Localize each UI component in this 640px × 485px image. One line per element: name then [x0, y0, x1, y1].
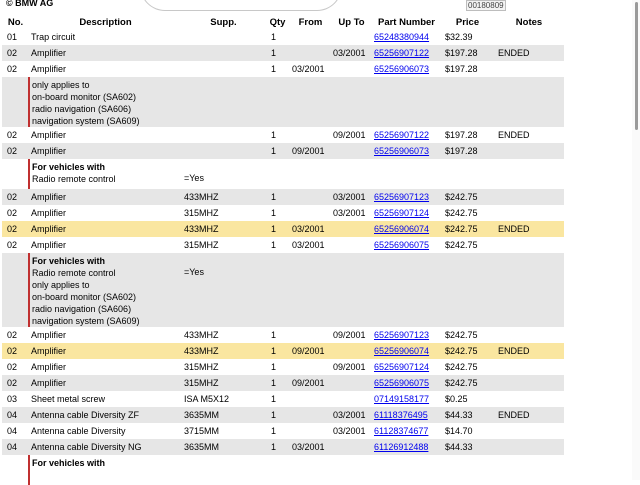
col-header-qty: Qty	[269, 17, 286, 28]
footnote-line: radio navigation (SA606)	[32, 304, 132, 314]
blank-cell	[265, 77, 564, 127]
part-number-link[interactable]: 65256907122	[374, 130, 430, 140]
item-number-cell: 02	[7, 130, 18, 140]
footnote-title: For vehicles with	[32, 256, 106, 266]
supplement-cell	[182, 127, 265, 143]
part-number-link[interactable]: 65248380944	[374, 32, 430, 42]
quantity-cell: 1	[271, 64, 277, 74]
footnote-line: on-board monitor (SA602)	[32, 292, 137, 302]
notes-cell	[494, 189, 564, 205]
part-number-cell	[372, 61, 441, 77]
notes-cell: ENDED	[494, 343, 564, 359]
part-number-cell	[372, 143, 441, 159]
footnote-row	[2, 159, 564, 189]
footnote-line: radio navigation (SA606)	[32, 104, 132, 114]
notes-cell	[494, 143, 564, 159]
col-header-supp: Supp.	[210, 17, 237, 28]
quantity-cell: 1	[271, 208, 277, 218]
up-to-date-cell: 09/2001	[333, 330, 366, 340]
notes-cell	[494, 391, 564, 407]
price-cell: $197.28	[445, 130, 478, 140]
table-row[interactable]	[2, 45, 564, 61]
quantity-cell: 1	[271, 426, 277, 436]
up-to-date-cell: 03/2001	[331, 407, 372, 423]
blank-cell	[2, 455, 29, 485]
scrollbar-thumb[interactable]	[635, 2, 638, 130]
up-to-date-cell: 03/2001	[331, 45, 372, 61]
item-number-cell: 02	[7, 64, 18, 74]
price-cell: $32.39	[445, 32, 473, 42]
supplement-cell: 3715MM	[184, 426, 220, 436]
quantity-cell: 1	[265, 45, 290, 61]
parts-table	[2, 16, 564, 485]
notes-cell	[494, 327, 564, 343]
item-number-cell: 04	[7, 426, 18, 436]
description-cell: Antenna cable Diversity NG	[29, 439, 182, 455]
quantity-cell: 1	[265, 343, 290, 359]
price-cell: $242.75	[441, 343, 494, 359]
part-number-link[interactable]: 61118376495	[374, 410, 428, 420]
item-number-cell: 02	[7, 240, 18, 250]
item-number-cell: 02	[2, 375, 29, 391]
footnote-line: Radio remote control	[32, 268, 116, 278]
footnote-text	[29, 253, 182, 327]
price-cell: $242.75	[441, 189, 494, 205]
from-date-cell: 09/2001	[290, 343, 331, 359]
part-number-cell	[372, 221, 441, 237]
part-number-link[interactable]: 61126912488	[374, 442, 429, 452]
quantity-cell: 1	[271, 130, 277, 140]
from-date-cell	[290, 423, 331, 439]
part-number-cell	[372, 205, 441, 221]
price-cell: $197.28	[441, 45, 494, 61]
up-to-date-cell	[331, 221, 372, 237]
part-number-link[interactable]: 65256906075	[374, 378, 430, 388]
supplement-cell: 433MHZ	[182, 189, 265, 205]
notes-cell	[494, 359, 564, 375]
item-number-cell: 02	[7, 330, 18, 340]
notes-cell	[494, 375, 564, 391]
supplement-cell	[182, 29, 265, 45]
part-number-cell	[372, 45, 441, 61]
notes-cell: ENDED	[498, 130, 530, 140]
item-number-cell: 02	[2, 45, 29, 61]
part-number-cell	[372, 439, 441, 455]
col-header-price: Price	[455, 17, 480, 28]
supplement-cell	[182, 61, 265, 77]
supplement-cell: 433MHZ	[182, 343, 265, 359]
notes-cell	[494, 439, 564, 455]
supplement-cell: 3635MM	[182, 407, 265, 423]
col-header-part-number: Part Number	[377, 17, 435, 28]
table-row[interactable]	[2, 237, 564, 253]
table-row[interactable]	[2, 343, 564, 359]
part-number-cell	[372, 375, 441, 391]
blank-cell	[265, 159, 564, 189]
price-cell: $242.75	[445, 362, 478, 372]
table-row[interactable]	[2, 61, 564, 77]
up-to-date-cell: 09/2001	[333, 362, 366, 372]
price-cell: $242.75	[445, 240, 478, 250]
table-row[interactable]	[2, 221, 564, 237]
supplement-cell: 315MHZ	[184, 208, 219, 218]
blank-cell	[265, 455, 564, 485]
up-to-date-cell	[331, 343, 372, 359]
quantity-cell: 1	[265, 189, 290, 205]
part-number-link[interactable]: 61128374677	[374, 426, 429, 436]
page-header	[0, 0, 632, 12]
from-date-cell: 03/2001	[290, 221, 331, 237]
price-cell: $197.28	[441, 143, 494, 159]
from-date-cell: 03/2001	[292, 240, 325, 250]
footnote-line: on-board monitor (SA602)	[32, 92, 137, 102]
up-to-date-cell: 03/2001	[331, 189, 372, 205]
item-number-cell: 02	[2, 343, 29, 359]
footnote-condition	[182, 455, 265, 485]
up-to-date-cell: 03/2001	[333, 208, 366, 218]
footnote-text	[29, 77, 182, 127]
description-cell: Antenna cable Diversity	[31, 426, 126, 436]
quantity-cell: 1	[271, 32, 277, 42]
quantity-cell: 1	[271, 394, 277, 404]
footnote-line: navigation system (SA609)	[32, 316, 140, 326]
from-date-cell: 03/2001	[292, 64, 325, 74]
supplement-cell: 315MHZ	[184, 240, 219, 250]
from-date-cell: 03/2001	[290, 439, 331, 455]
item-number-cell: 04	[2, 439, 29, 455]
part-number-link[interactable]: 65256906074	[374, 346, 430, 356]
table-row[interactable]	[2, 143, 564, 159]
supplement-cell: 3635MM	[182, 439, 265, 455]
description-cell: Amplifier	[31, 64, 67, 74]
price-cell: $44.33	[441, 439, 494, 455]
item-number-cell: 02	[2, 221, 29, 237]
up-to-date-cell	[331, 143, 372, 159]
from-date-cell	[290, 189, 331, 205]
supplement-cell: ISA M5X12	[184, 394, 230, 404]
col-header-no: No.	[7, 17, 24, 28]
diagram-number: 00180809	[468, 1, 504, 10]
description-cell: Sheet metal screw	[31, 394, 106, 404]
description-cell: Amplifier	[31, 130, 67, 140]
vertical-scrollbar[interactable]	[632, 0, 640, 480]
up-to-date-cell	[331, 29, 372, 45]
up-to-date-cell	[331, 61, 372, 77]
from-date-cell	[290, 205, 331, 221]
table-row[interactable]	[2, 391, 564, 407]
supplement-cell: 433MHZ	[184, 330, 219, 340]
table-row[interactable]	[2, 29, 564, 45]
from-date-cell	[290, 359, 331, 375]
footnote-row	[2, 455, 564, 485]
item-number-cell: 02	[2, 143, 29, 159]
from-date-cell	[290, 327, 331, 343]
item-number-cell: 02	[7, 362, 18, 372]
description-cell: Trap circuit	[31, 32, 76, 42]
up-to-date-cell	[331, 375, 372, 391]
part-number-link[interactable]: 65256907122	[374, 48, 430, 58]
description-cell: Amplifier	[31, 362, 67, 372]
part-number-cell	[372, 237, 441, 253]
price-cell: $197.28	[445, 64, 478, 74]
footnote-title: For vehicles with	[32, 162, 106, 172]
from-date-cell	[290, 407, 331, 423]
col-header-from: From	[298, 17, 323, 28]
footnote-title: For vehicles with	[32, 458, 106, 468]
notes-cell: ENDED	[494, 407, 564, 423]
part-number-link[interactable]: 65256907123	[374, 192, 430, 202]
item-number-cell: 01	[7, 32, 18, 42]
price-cell: $242.75	[445, 330, 478, 340]
supplement-cell	[182, 143, 265, 159]
footnote-condition: =Yes	[184, 173, 204, 183]
table-row[interactable]	[2, 205, 564, 221]
item-number-cell: 03	[7, 394, 18, 404]
up-to-date-cell: 03/2001	[333, 426, 366, 436]
description-cell: Amplifier	[29, 375, 182, 391]
part-number-link[interactable]: 65256906073	[374, 146, 430, 156]
price-cell: $14.70	[445, 426, 473, 436]
part-number-link[interactable]: 65256907123	[374, 330, 430, 340]
price-cell: $44.33	[441, 407, 494, 423]
diagram-image-edge	[140, 0, 342, 11]
part-number-cell	[372, 423, 441, 439]
item-number-cell: 04	[2, 407, 29, 423]
blank-cell	[2, 77, 29, 127]
part-number-link[interactable]: 65256907124	[374, 362, 430, 372]
part-number-link[interactable]: 65256906074	[374, 224, 430, 234]
notes-cell	[494, 237, 564, 253]
from-date-cell: 09/2001	[290, 143, 331, 159]
quantity-cell: 1	[271, 240, 277, 250]
description-cell: Amplifier	[29, 221, 182, 237]
quantity-cell: 1	[265, 143, 290, 159]
footnote-text	[29, 455, 182, 485]
table-row[interactable]	[2, 423, 564, 439]
quantity-cell: 1	[265, 375, 290, 391]
footnote-line: Radio remote control	[32, 174, 116, 184]
description-cell: Amplifier	[29, 45, 182, 61]
notes-cell	[494, 423, 564, 439]
description-cell: Amplifier	[29, 143, 182, 159]
part-number-link[interactable]: 65256906075	[374, 240, 430, 250]
part-number-link[interactable]: 07149158177	[374, 394, 430, 404]
footnote-line: only applies to	[32, 280, 90, 290]
quantity-cell: 1	[271, 362, 277, 372]
part-number-cell	[372, 359, 441, 375]
notes-cell: ENDED	[494, 45, 564, 61]
quantity-cell: 1	[271, 330, 277, 340]
part-number-link[interactable]: 65256907124	[374, 208, 430, 218]
item-number-cell: 02	[7, 208, 18, 218]
footnote-condition	[182, 77, 265, 127]
description-cell: Antenna cable Diversity ZF	[29, 407, 182, 423]
table-row[interactable]	[2, 439, 564, 455]
col-header-upto: Up To	[338, 17, 365, 28]
quantity-cell: 1	[265, 439, 290, 455]
footnote-text	[29, 159, 182, 189]
description-cell: Amplifier	[31, 208, 67, 218]
table-row[interactable]	[2, 375, 564, 391]
notes-cell: ENDED	[494, 221, 564, 237]
item-number-cell: 02	[2, 189, 29, 205]
table-row[interactable]	[2, 127, 564, 143]
supplement-cell: 433MHZ	[182, 221, 265, 237]
blank-cell	[265, 253, 564, 327]
quantity-cell: 1	[265, 221, 290, 237]
blank-cell	[2, 253, 29, 327]
col-header-description: Description	[79, 17, 132, 28]
footnote-row	[2, 253, 564, 327]
copyright-text: © BMW AG	[6, 0, 54, 8]
up-to-date-cell	[331, 237, 372, 253]
part-number-cell	[372, 407, 441, 423]
from-date-cell	[290, 29, 331, 45]
price-cell: $242.75	[441, 221, 494, 237]
description-cell: Amplifier	[31, 240, 67, 250]
up-to-date-cell	[331, 439, 372, 455]
from-date-cell	[290, 391, 331, 407]
footnote-row	[2, 77, 564, 127]
supplement-cell: 315MHZ	[184, 362, 219, 372]
part-number-cell	[372, 391, 441, 407]
notes-cell	[494, 205, 564, 221]
description-cell: Amplifier	[29, 189, 182, 205]
supplement-cell	[182, 45, 265, 61]
price-cell: $242.75	[445, 208, 478, 218]
part-number-cell	[372, 327, 441, 343]
notes-cell	[494, 61, 564, 77]
from-date-cell: 09/2001	[290, 375, 331, 391]
quantity-cell: 1	[265, 407, 290, 423]
up-to-date-cell	[331, 391, 372, 407]
from-date-cell	[290, 45, 331, 61]
notes-cell	[494, 29, 564, 45]
footnote-line: only applies to	[32, 80, 90, 90]
part-number-cell	[372, 189, 441, 205]
supplement-cell: 315MHZ	[182, 375, 265, 391]
footnote-line: navigation system (SA609)	[32, 116, 140, 126]
blank-cell	[2, 159, 29, 189]
footnote-condition: =Yes	[182, 253, 265, 327]
table-row[interactable]	[2, 189, 564, 205]
part-number-cell	[372, 127, 441, 143]
part-number-cell	[372, 29, 441, 45]
from-date-cell	[290, 127, 331, 143]
part-number-cell	[372, 343, 441, 359]
col-header-notes: Notes	[515, 17, 543, 28]
part-number-link[interactable]: 65256906073	[374, 64, 430, 74]
price-cell: $0.25	[445, 394, 468, 404]
price-cell: $242.75	[441, 375, 494, 391]
description-cell: Amplifier	[29, 343, 182, 359]
up-to-date-cell: 09/2001	[333, 130, 366, 140]
table-row[interactable]	[2, 359, 564, 375]
table-header-row	[2, 16, 564, 29]
description-cell: Amplifier	[31, 330, 67, 340]
table-row[interactable]	[2, 407, 564, 423]
table-row[interactable]	[2, 327, 564, 343]
